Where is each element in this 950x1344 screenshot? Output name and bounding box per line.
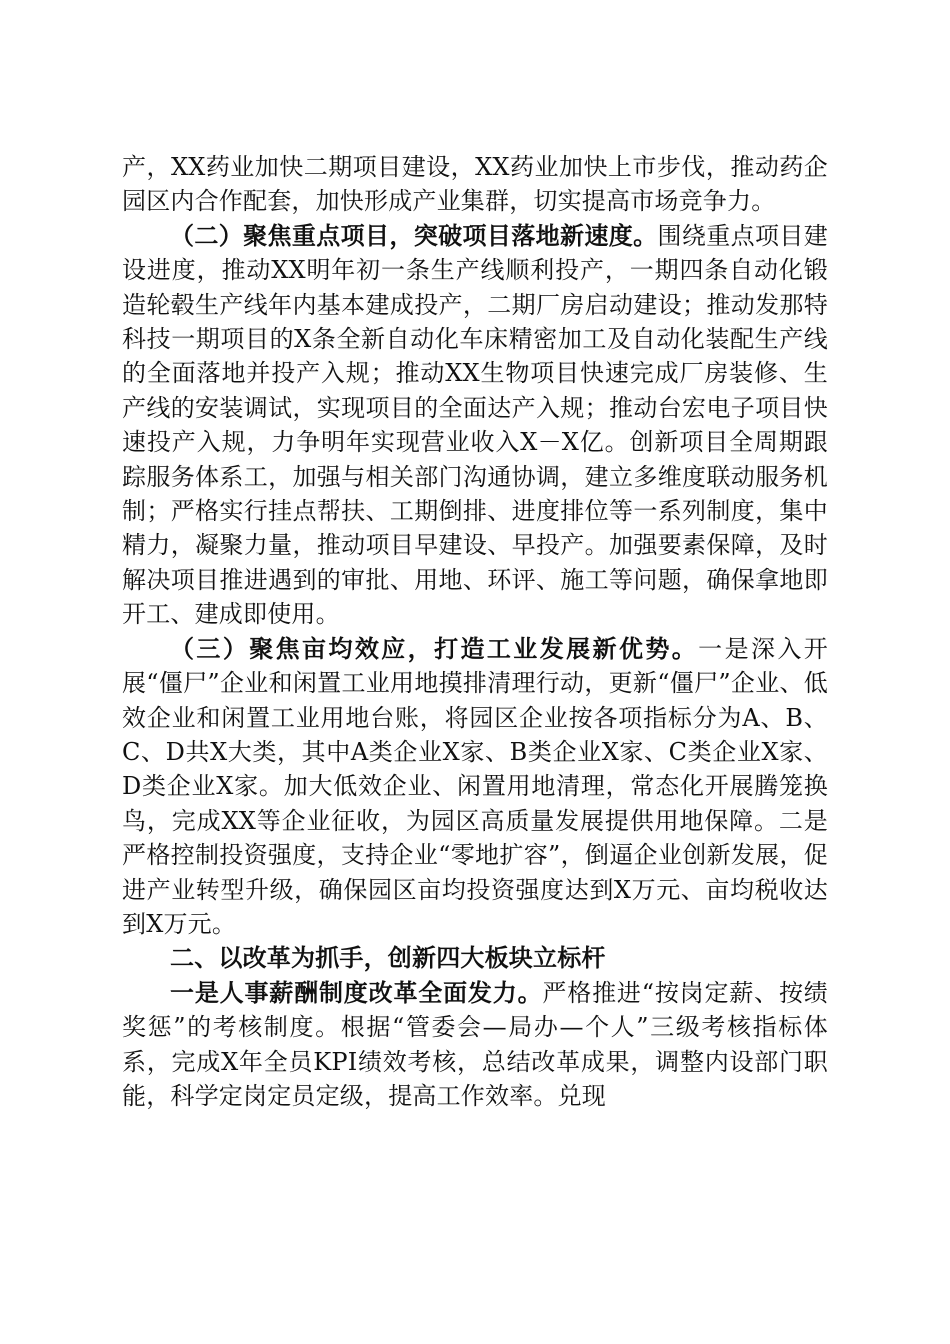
section-heading — [122, 941, 828, 975]
paragraph-text: 严格推进“按岗定薪、按绩奖惩”的考核制度。根据“管委会—局办—个人”三级考核指标体系，完成X年全员KPI绩效考核，总结改革成果，调整内设部门职能，科学定岗定员定级，提高工作效率。兑现 — [122, 978, 828, 1110]
paragraph-hr-reform — [122, 976, 828, 1114]
paragraph-continuation — [122, 150, 828, 219]
paragraph-lead: （二）聚焦重点项目，突破项目落地新速度。 — [170, 220, 658, 250]
paragraph-lead: （三）聚焦亩均效应，打造工业发展新优势。 — [170, 633, 699, 663]
paragraph-text: 产，XX药业加快二期项目建设，XX药业加快上市步伐，推动药企园区内合作配套，加快形成产业集群，切实提高市场竞争力。 — [122, 153, 828, 216]
paragraph-text: 一是深入开展“僵尸”企业和闲置工业用地摸排清理行动，更新“僵尸”企业、低效企业和闲置工业用地台账，将园区企业按各项指标分为A、B、C、D共X大类，其中A类企业X家、B类企业X家、C类企业X家、D类企业X家。加大低效企业、闲置用地清理，常态化开展腾笼换鸟，完成XX等企业征收，为园区高质量发展提供用地保障。二是严格控制投资强度，支持企业“零地扩容”，倒逼企业创新发展，促进产业转型升级，确保园区亩均投资强度达到X万元、亩均税收达到X万元。 — [122, 634, 829, 938]
section-heading-text: 二、以改革为抓手，创新四大板块立标杆 — [170, 943, 606, 973]
paragraph-lead: 一是人事薪酬制度改革全面发力。 — [170, 977, 543, 1007]
paragraph-text: 围绕重点项目建设进度，推动XX明年初一条生产线顺利投产，一期四条自动化锻造轮毂生产线年内基本建成投产，二期厂房启动建设；推动发那特科技一期项目的X条全新自动化车床精密加工及自动化装配生产线的全面落地并投产入规；推动XX生物项目快速完成厂房装修、生产线的安装调试，实现项目的全面达产入规；推动台宏电子项目快速投产入规，力争明年实现营业收入X－X亿。创新项目全周期跟踪服务体系工，加强与相关部门沟通协调，建立多维度联动服务机制；严格实行挂点帮扶、工期倒排、进度排位等一系列制度，集中精力，凝聚力量，推动项目早建设、早投产。加强要素保障，及时解决项目推进遇到的审批、用地、环评、施工等问题，确保拿地即开工、建成即使用。 — [122, 221, 829, 629]
document-body — [122, 150, 828, 1113]
paragraph-per-mu-efficiency — [122, 632, 828, 942]
paragraph-key-projects — [122, 219, 828, 632]
